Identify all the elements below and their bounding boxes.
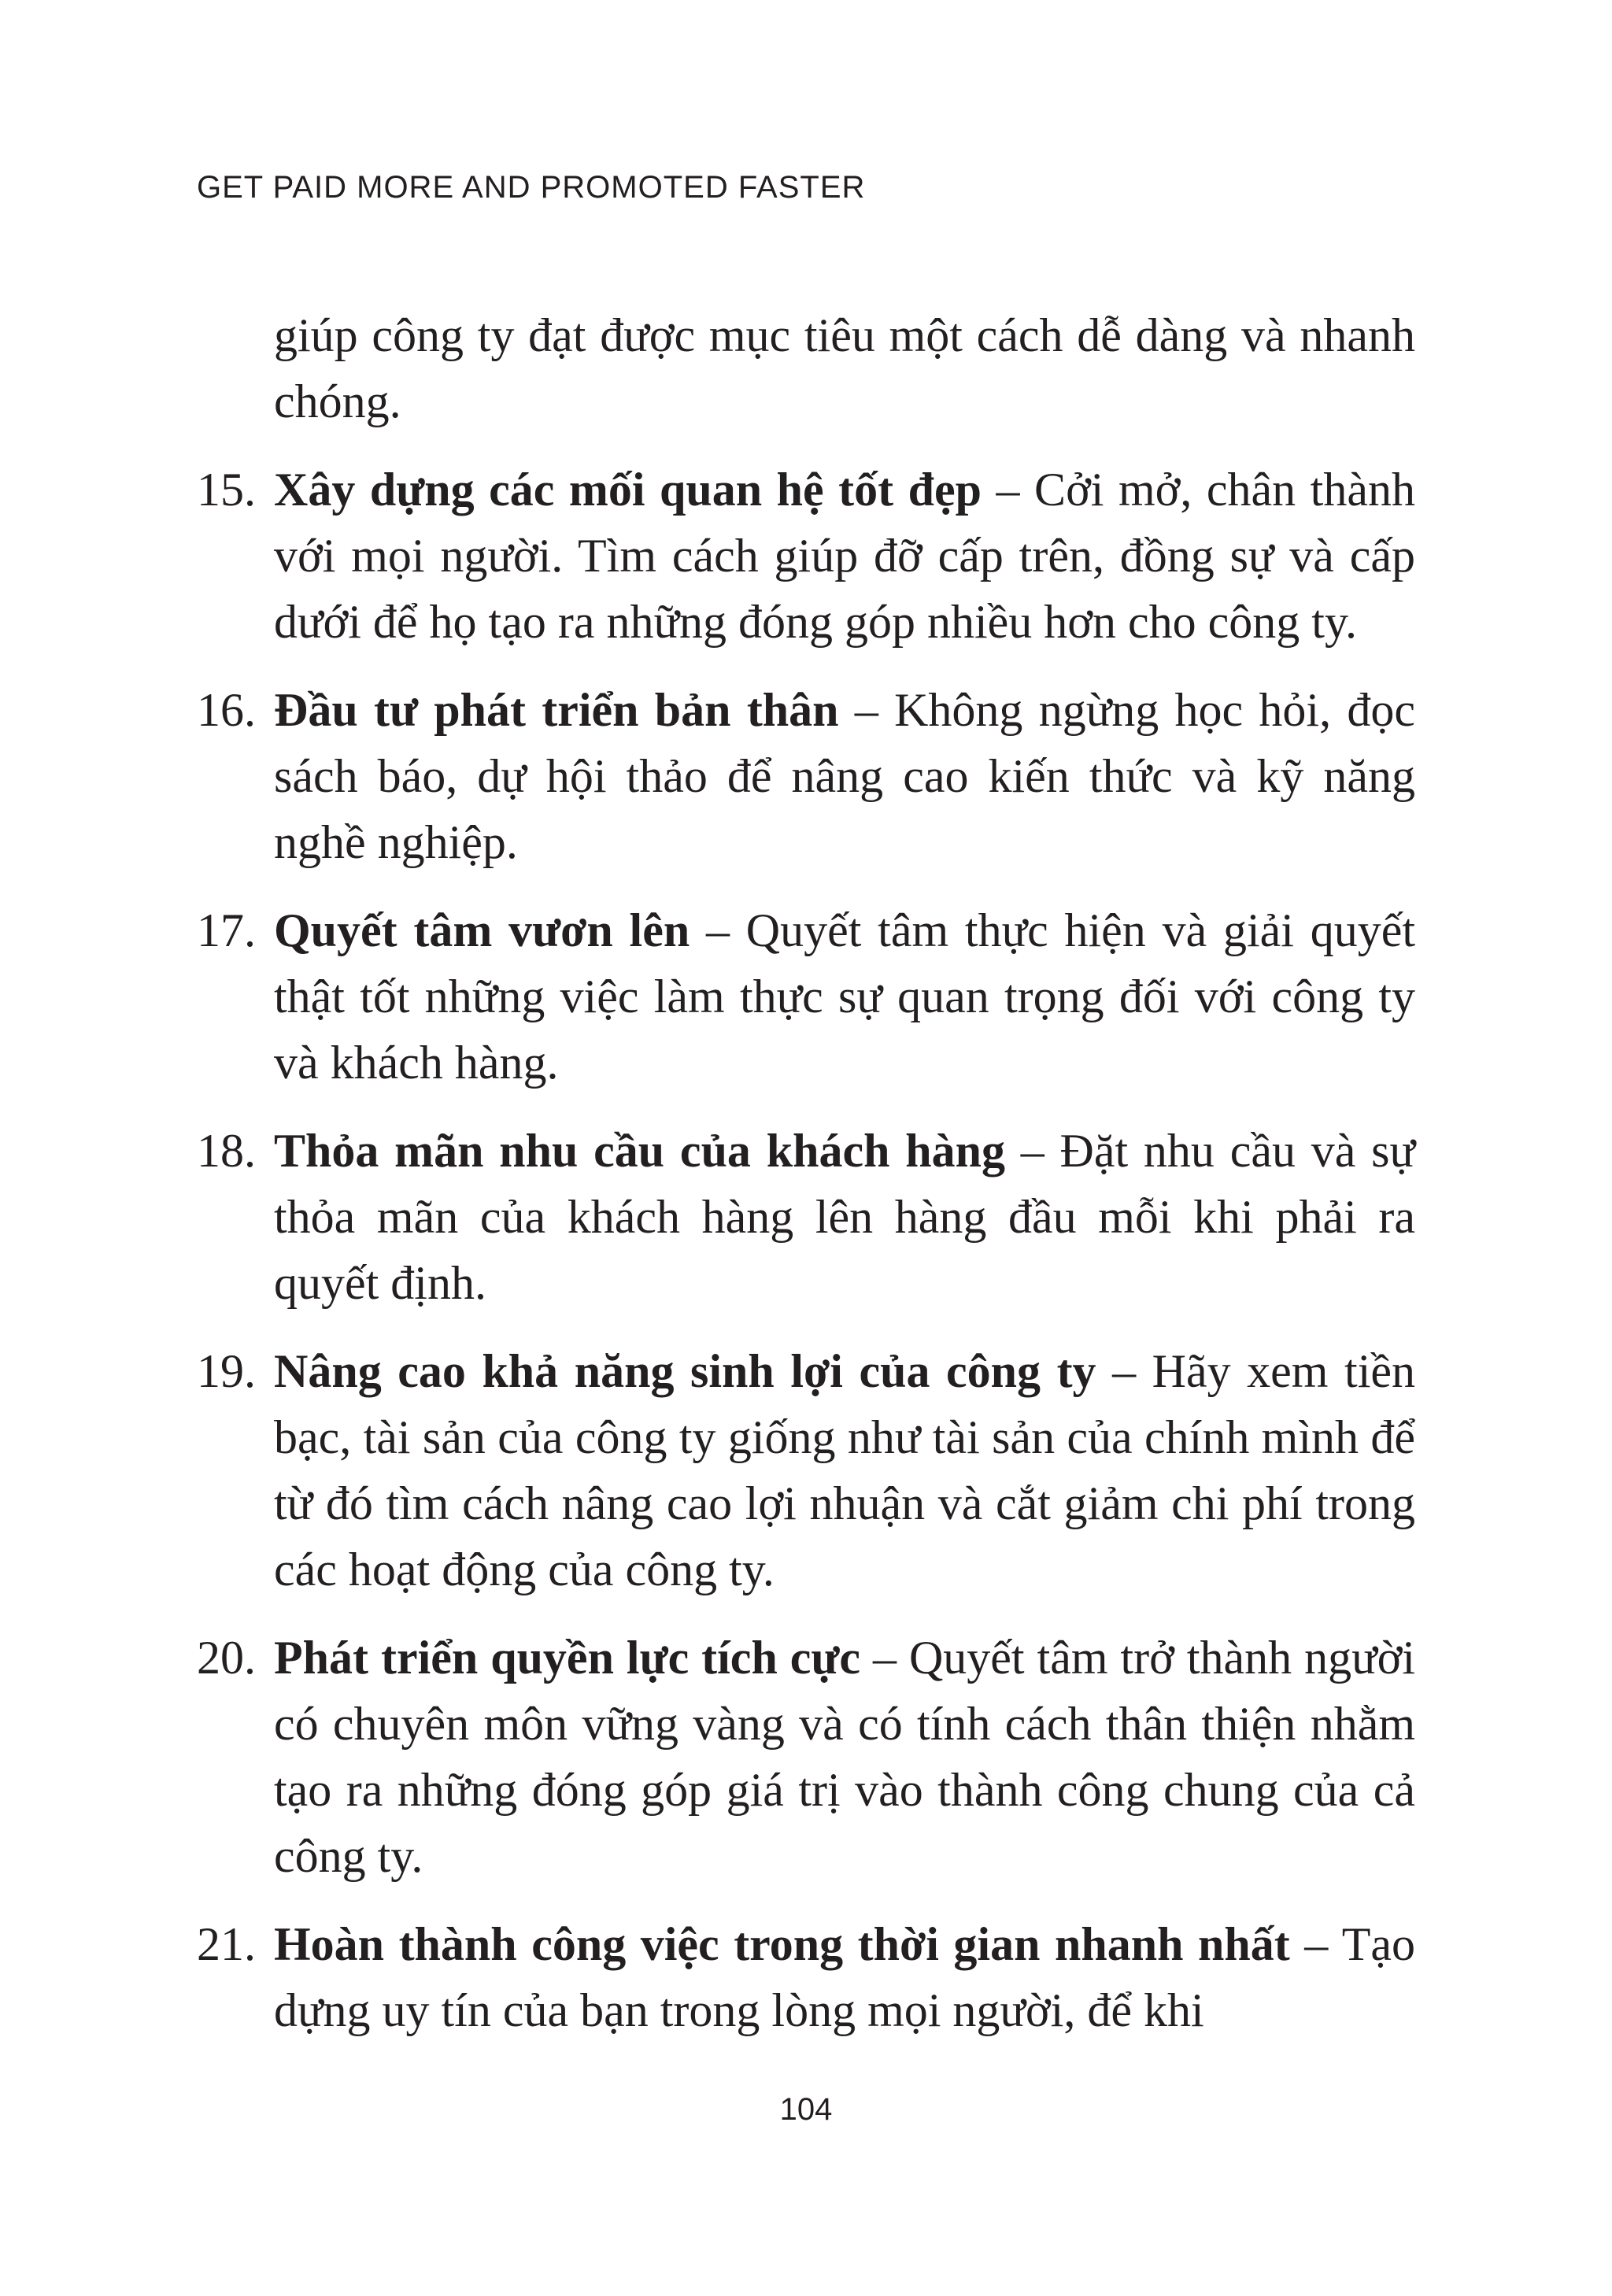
item-number: 18. [197, 1125, 256, 1177]
item-text: – Quyết tâm trở thành người có chuyên môn vững vàng và có tính cách thân thiện nhằm tạo ra những đóng góp giá trị vào thành công chung của cả công ty. [274, 1632, 1416, 1882]
item-text: – Cởi mở, chân thành với mọi người. Tìm cách giúp đỡ cấp trên, đồng sự và cấp dưới để họ tạo ra những đóng góp nhiều hơn cho công ty. [274, 464, 1415, 648]
item-number: 20. [197, 1632, 256, 1684]
item-number: 21. [197, 1918, 256, 1970]
list-item-21 [197, 1911, 1415, 2043]
list-item-15 [197, 457, 1415, 655]
item-title: Đầu tư phát triển bản thân [274, 684, 839, 736]
item-title: Xây dựng các mối quan hệ tốt đẹp [274, 464, 982, 516]
item-title: Thỏa mãn nhu cầu của khách hàng [274, 1125, 1005, 1177]
item-text: – Không ngừng học hỏi, đọc sách báo, dự hội thảo để nâng cao kiến thức và kỹ năng nghề nghiệp. [274, 684, 1416, 868]
item-number: 15. [197, 464, 256, 516]
item-number: 17. [197, 904, 256, 956]
list-item-16 [197, 677, 1415, 875]
item-number: 19. [197, 1345, 256, 1397]
item-title: Phát triển quyền lực tích cực [274, 1632, 861, 1684]
list-item-17 [197, 897, 1415, 1096]
list-item-19 [197, 1338, 1415, 1603]
item-number: 16. [197, 684, 256, 736]
item-title: Nâng cao khả năng sinh lợi của công ty [274, 1345, 1096, 1397]
item-title: Hoàn thành công việc trong thời gian nhanh nhất [274, 1918, 1290, 1970]
item-text: – Hãy xem tiền bạc, tài sản của công ty giống như tài sản của chính mình để từ đó tìm cách nâng cao lợi nhuận và cắt giảm chi phí trong các hoạt động của công ty. [274, 1345, 1416, 1595]
item-title: Quyết tâm vươn lên [274, 904, 690, 956]
continuation-paragraph: giúp công ty đạt được mục tiêu một cách dễ dàng và nhanh chóng. [274, 309, 1415, 427]
item-text: – Quyết tâm thực hiện và giải quyết thật tốt những việc làm thực sự quan trọng đối với công ty và khách hàng. [274, 904, 1416, 1089]
running-header: GET PAID MORE AND PROMOTED FASTER [197, 170, 866, 205]
list-item-18 [197, 1118, 1415, 1316]
list-item-20 [197, 1625, 1415, 1889]
item-text: – Tạo dựng uy tín của bạn trong lòng mọi người, để khi [274, 1918, 1416, 2036]
item-text: – Đặt nhu cầu và sự thỏa mãn của khách hàng lên hàng đầu mỗi khi phải ra quyết định. [274, 1125, 1416, 1309]
page-body [197, 302, 1415, 2065]
page-number: 104 [779, 2092, 833, 2127]
